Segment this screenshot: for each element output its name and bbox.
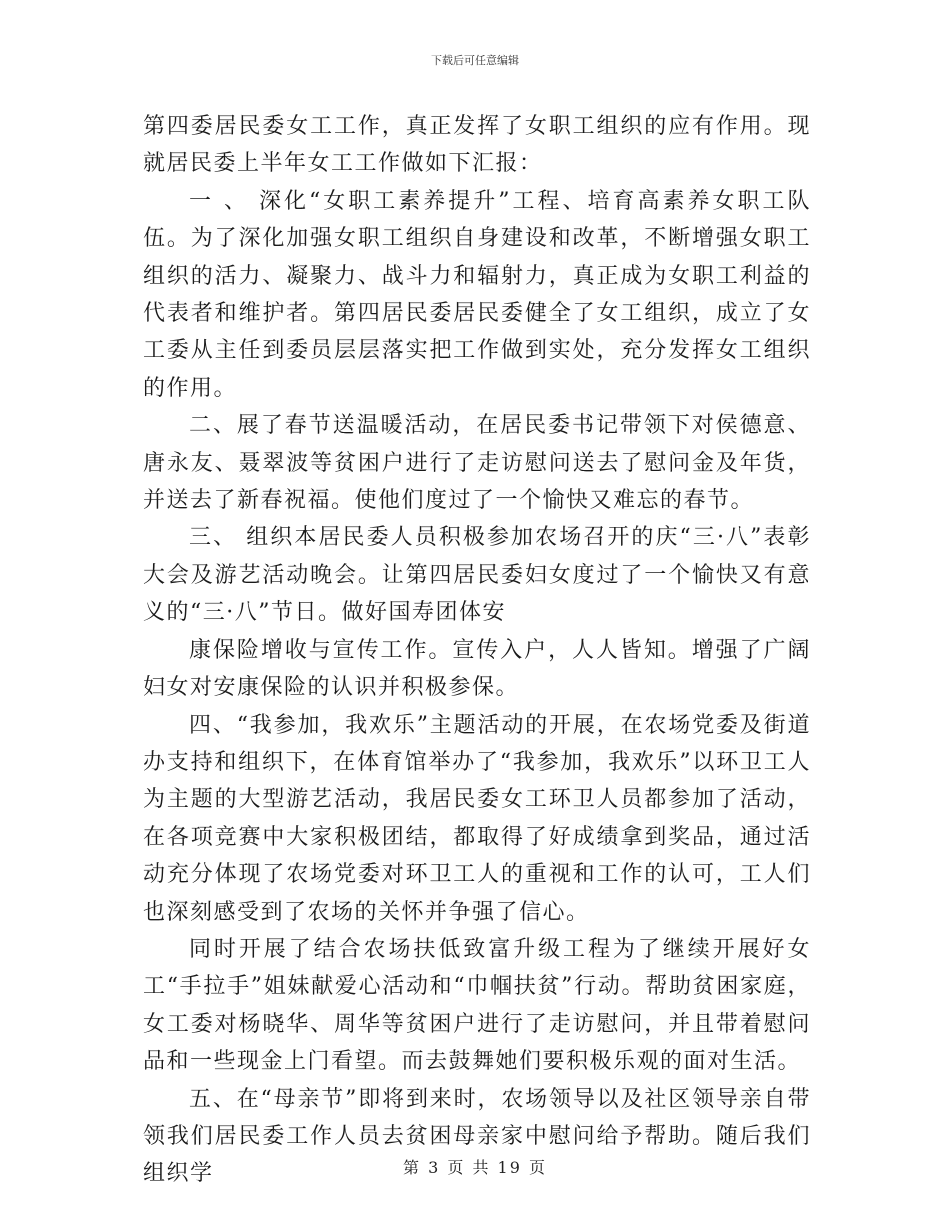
paragraph-poverty-relief: 同时开展了结合农场扶低致富升级工程为了继续开展好女工“手拉手”姐妹献爱心活动和“巾帼扶贫”行动。帮助贫困家庭，女工委对杨晓华、周华等贫困户进行了走访慰问，并且带着慰问品和一些现金上门看望。而去鼓舞她们要积极乐观的面对生活。	[143, 936, 811, 1075]
paragraph-section-5: 五、在“母亲节”即将到来时，农场领导以及社区领导亲自带领我们居民委工作人员去贫困母亲家中慰问给予帮助。随后我们组织学	[143, 1086, 811, 1187]
page-number-footer: 第 3 页 共 19 页	[403, 1158, 547, 1177]
paragraph-section-2: 二、展了春节送温暖活动，在居民委书记带领下对侯德意、唐永友、聂翠波等贫困户进行了走访慰问送去了慰问金及年货，并送去了新春祝福。使他们度过了一个愉快又难忘的春节。	[143, 413, 811, 514]
paragraph-section-4: 四、“我参加，我欢乐”主题活动的开展，在农场党委及街道办支持和组织下，在体育馆举办了“我参加，我欢乐”以环卫工人为主题的大型游艺活动，我居民委女工环卫人员都参加了活动，在各项竞赛中大家积极团结，都取得了好成绩拿到奖品，通过活动充分体现了农场党委对环卫工人的重视和工作的认可，工人们也深刻感受到了农场的关怀并争强了信心。	[143, 712, 811, 925]
paragraph-section-3: 三、 组织本居民委人员积极参加农场召开的庆“三·八”表彰大会及游艺活动晚会。让第四居民委妇女度过了一个愉快又有意义的“三·八”节日。做好国寿团体安	[143, 525, 811, 626]
paragraph-section-1: 一 、 深化“女职工素养提升”工程、培育高素养女职工队伍。为了深化加强女职工组织自身建设和改革，不断增强女职工组织的活力、凝聚力、战斗力和辐射力，真正成为女职工利益的代表者和维护者。第四居民委居民委健全了女工组织，成立了女工委从主任到委员层层落实把工作做到实处，充分发挥女工组织的作用。	[143, 188, 811, 401]
document-body	[143, 108, 811, 1193]
paragraph-intro: 第四委居民委女工工作，真正发挥了女职工组织的应有作用。现就居民委上半年女工工作做如下汇报：	[143, 114, 811, 177]
paragraph-insurance: 康保险增收与宣传工作。宣传入户，人人皆知。增强了广阔妇女对安康保险的认识并积极参保。	[143, 637, 811, 701]
page-header-note: 下载后可任意编辑	[431, 54, 519, 67]
